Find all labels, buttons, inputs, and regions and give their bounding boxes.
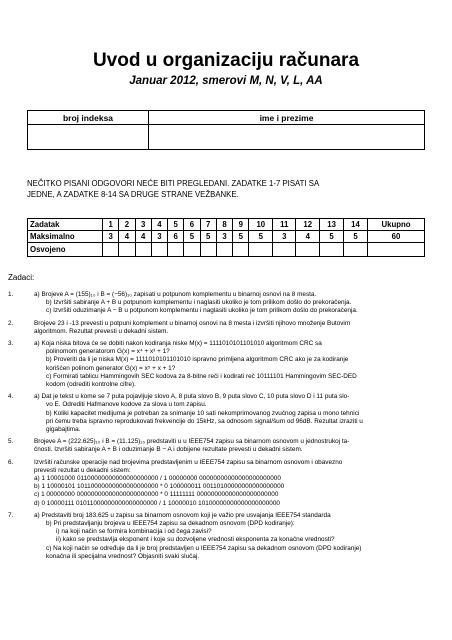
task-item — [8, 393, 444, 434]
task-text-line: polinomom generatorom G(x) = x⁴ + x³ + 1? — [46, 348, 170, 356]
task-item — [8, 512, 444, 561]
task-item — [8, 340, 444, 389]
task-text-line: pri čemu treba ispravno reprodukovati frekvencije do 15kHz, sa odnosom signal/šum od 96dB. Rezultat izraziti u — [46, 417, 363, 425]
task-number-cell: 12 — [296, 219, 320, 231]
task-item — [8, 320, 444, 336]
earned-points-cell[interactable] — [344, 243, 368, 257]
name-field[interactable] — [149, 125, 425, 150]
task-text-line: algoritmom. Rezultat prevesti u dekadni sistem. — [34, 327, 169, 335]
task-text-line: ii) kako se predstavlja eksponent i koje su dozvoljene vrednosti eksponenta za konačne vrednosti? — [56, 536, 335, 544]
task-text-line: konačna ili specijalna vrednost? Objasniti svaki slučaj. — [46, 552, 200, 560]
task-text-line: gigabajtima. — [46, 426, 81, 434]
warning-line-2: JEDNE, A ZADATKE 8-14 SA DRUGE STRANE VEŽBANKE. — [27, 190, 239, 199]
earned-points-cell[interactable] — [184, 243, 200, 257]
index-field[interactable] — [28, 125, 149, 150]
page-subtitle: Januar 2012, smerovi M, N, V, L, AA — [129, 75, 323, 87]
task-number-cell: 8 — [216, 219, 232, 231]
task-number: 6. — [8, 458, 14, 466]
task-text-line: Izvršiti računske operacije nad brojevima predstavljenim u IEEE754 zapisu sa binarnom osnovom i obavezno — [34, 458, 343, 466]
task-text-line: a) Dat je tekst u kome se 7 puta pojavljuje slovo A, 8 puta slovo B, 9 puta slovo C, 10 puta slovo D i 11 puta slo- — [34, 393, 350, 401]
row-label-maksimalno: Maksimalno — [28, 231, 103, 243]
task-text-line: b) Izvršiti sabiranje A + B u potpunom komplementu i naglasiti ukoliko je tom prilikom došlo do prekoračenja. — [46, 299, 352, 307]
task-number-cell: 14 — [344, 219, 368, 231]
task-text-line: i) na koji način se formira kombinacija i od čega zavisi? — [56, 528, 212, 536]
earned-points-cell[interactable] — [200, 243, 216, 257]
section-label: Zadaci: — [8, 273, 35, 282]
earned-points-cell[interactable] — [103, 243, 119, 257]
task-text-line: a) Predstaviti broj 183.625 u zapisu sa binarnom osnovom koji je važio pre usvajanja IEEE754 standarda — [34, 511, 331, 519]
task-number: 3. — [8, 340, 14, 348]
max-points-cell: 4 — [119, 231, 135, 243]
index-label: broj indeksa — [28, 111, 149, 125]
task-text-line: b) Pri predstavljanju brojeva u IEEE754 zapisu sa dekadnom osnovom (DPD kodiranje): — [46, 520, 295, 528]
task-number: 7. — [8, 511, 14, 519]
task-number: 4. — [8, 393, 14, 401]
task-text-line: b) 1 10000101 10110000000000000000000 * 0 100000011 00110100000000000000000 — [34, 483, 285, 491]
max-points-cell: 5 — [344, 231, 368, 243]
task-list — [8, 291, 444, 565]
task-number-cell: 4 — [151, 219, 167, 231]
max-points-cell: 5 — [184, 231, 200, 243]
task-text-line: korišćen polinom generator G(x) = x⁵ + x + 1? — [46, 364, 176, 372]
earned-points-cell[interactable] — [135, 243, 151, 257]
max-total-cell: 60 — [368, 231, 425, 243]
task-text-line: a) 1 10001000 01100000000000000000000 / 1 00000000 00000000000000000000000 — [34, 475, 281, 483]
task-text-line: c) Na koji način se određuje da li je broj predstavljen u IEEE754 zapisu sa dekadnom osnovom (DPD kodiranje) — [46, 544, 362, 552]
task-number: 1. — [8, 291, 14, 298]
task-item — [8, 459, 444, 508]
task-text-line: a) Koja niska bitova će se dobiti nakon kodiranja niske M(x) = 1111010101101010 algoritmom CRC sa — [34, 340, 322, 348]
task-text-line: čnosti. Izvršiti sabiranje A + B i oduzimanje B − A i dobijene rezultate prevesti u dekadni sistem. — [34, 446, 303, 454]
instructions-warning — [27, 178, 427, 200]
task-text-line: c) 1 00000000 00000000000000000000000 * 0 11111111 00000000000000000000000 — [34, 491, 279, 499]
total-label-cell: Ukupno — [368, 219, 425, 231]
row-label-zadatak: Zadatak — [28, 219, 103, 231]
earned-points-cell[interactable] — [168, 243, 184, 257]
task-number-cell: 10 — [249, 219, 273, 231]
max-points-cell: 5 — [320, 231, 344, 243]
max-points-cell: 3 — [216, 231, 232, 243]
task-text-line: b) Koliki kapacitet medijuma je potreban za snimanje 10 sati nekomprimovanog zvučnog zapisa u mono tehnici — [46, 409, 360, 417]
student-info-table — [27, 110, 425, 150]
task-number-cell: 5 — [168, 219, 184, 231]
earned-points-cell[interactable] — [216, 243, 232, 257]
max-points-cell: 3 — [103, 231, 119, 243]
max-points-cell: 3 — [151, 231, 167, 243]
max-points-cell: 5 — [200, 231, 216, 243]
task-number-cell: 13 — [320, 219, 344, 231]
earned-points-cell[interactable] — [296, 243, 320, 257]
row-label-osvojeno: Osvojeno — [28, 243, 103, 257]
task-number-cell: 1 — [103, 219, 119, 231]
task-text-line: d) 0 10000111 01011000000000000000000 / 1 10000010 10100000000000000000000 — [34, 499, 280, 507]
earned-points-cell[interactable] — [151, 243, 167, 257]
earned-points-cell[interactable] — [320, 243, 344, 257]
task-number-cell: 11 — [273, 219, 296, 231]
page-title: Uvod u organizaciju računara — [92, 50, 360, 71]
max-points-cell: 4 — [135, 231, 151, 243]
task-number-cell: 9 — [233, 219, 249, 231]
earned-total-cell[interactable] — [368, 243, 425, 257]
task-number-cell: 3 — [135, 219, 151, 231]
task-text-line: Brojeve 23 i -13 prevesti u potpuni komplement u binarnoj osnovi na 8 mesta i izvršiti njihovo množenje Butovim — [34, 319, 351, 327]
warning-line-1: NEČITKO PISANI ODGOVORI NEĆE BITI PREGLEDANI. ZADATKE 1-7 PISATI SA — [27, 179, 320, 188]
name-label: ime i prezime — [149, 111, 425, 125]
earned-points-cell[interactable] — [249, 243, 273, 257]
task-text-line: Brojeve A = (222.625)₁₀ i B = (11.125)₁₀ predstaviti u u IEEE754 zapisu sa binarnom osnovom u jednostrukoj ta- — [34, 438, 350, 446]
task-text-line: kodom (odrediti kontrolne cifre). — [46, 381, 136, 389]
earned-points-cell[interactable] — [233, 243, 249, 257]
score-table — [27, 218, 425, 257]
task-text-line: b) Proveriti da li je niska M(x) = 1111010101101010 ispravno primljena algoritmom CRC ako je za kodiranje — [46, 356, 349, 364]
max-points-cell: 6 — [168, 231, 184, 243]
task-item — [8, 291, 444, 316]
max-points-cell: 3 — [273, 231, 296, 243]
task-text-line: prevesti rezultat u dekadni sistem: — [34, 466, 131, 474]
task-number: 2. — [8, 319, 14, 327]
task-text-line: a) Brojeve A = (155)₁₀ i B = (−56)₁₀ zapisati u potpunom komplementu u binarnoj osnovi na 8 mesta. — [34, 291, 317, 298]
earned-points-cell[interactable] — [273, 243, 296, 257]
task-number-cell: 2 — [119, 219, 135, 231]
task-number-cell: 7 — [200, 219, 216, 231]
task-number-cell: 6 — [184, 219, 200, 231]
max-points-cell: 4 — [296, 231, 320, 243]
earned-points-cell[interactable] — [119, 243, 135, 257]
max-points-cell: 5 — [233, 231, 249, 243]
max-points-cell: 5 — [249, 231, 273, 243]
task-item — [8, 438, 444, 454]
task-text-line: c) Izvršiti oduzimanje A − B u potpunom komplementu i naglasiti ukoliko je tom prilikom došlo do prekoračenja. — [46, 307, 358, 315]
task-text-line: vo E. Odrediti Hafmanove kodove za slova u tom zapisu. — [46, 401, 207, 409]
task-text-line: c) Formirati tablicu Hammingovih SEC kodova za 8-bitne reči i kodirati reč 10111101 Hammingovim SEC-DED — [46, 372, 357, 380]
task-number: 5. — [8, 438, 14, 446]
